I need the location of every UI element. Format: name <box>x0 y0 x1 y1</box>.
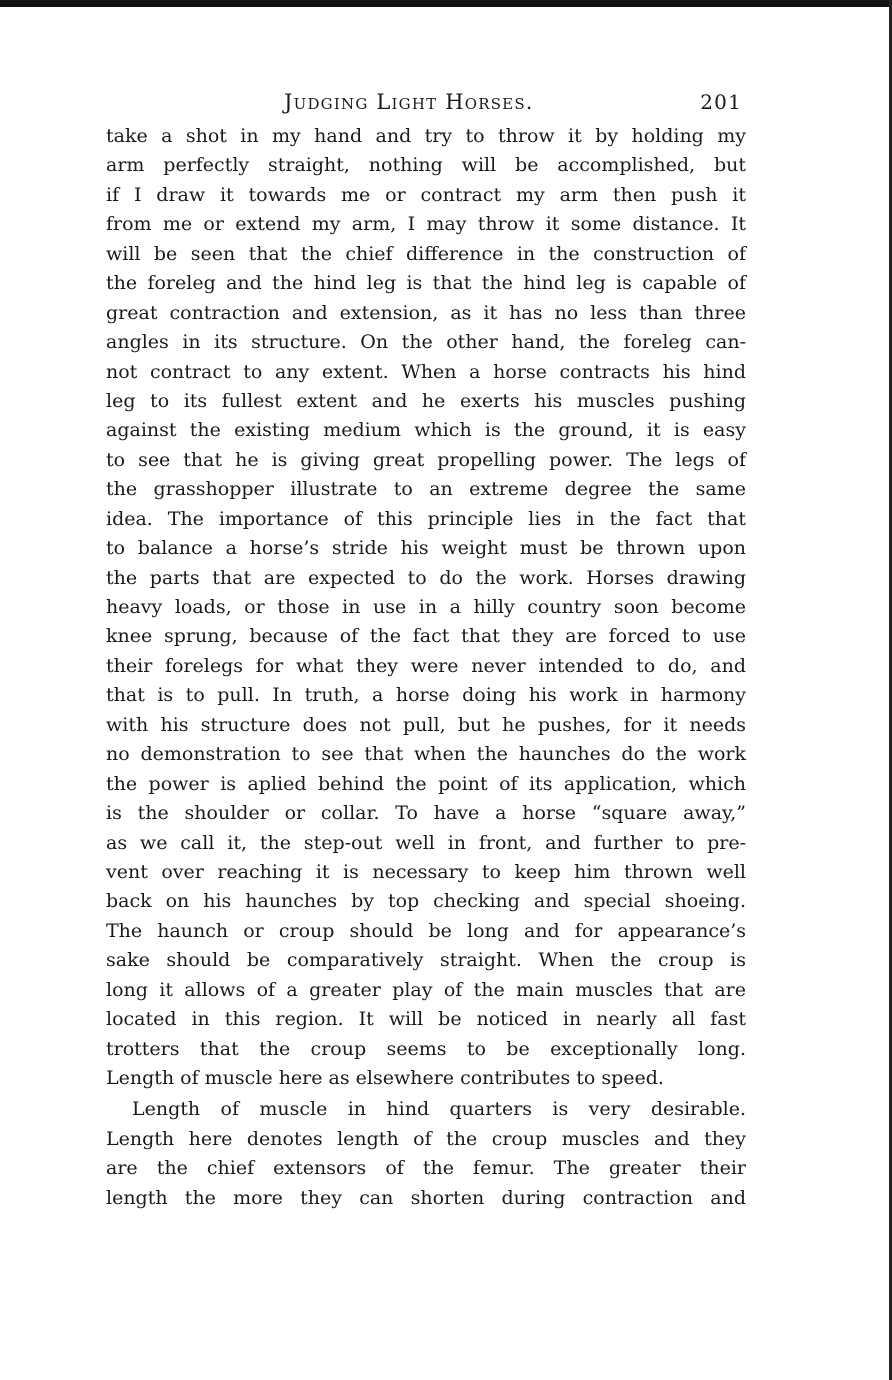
text-line: if I draw it towards me or contract my arm then push it <box>106 183 746 206</box>
text-line: is the shoulder or collar. To have a horse “square away,” <box>106 802 746 825</box>
running-title: Judging Light Horses. <box>284 90 534 114</box>
text-line: idea. The importance of this principle lies in the fact that <box>106 507 746 530</box>
text-line: sake should be comparatively straight. When the croup is <box>106 949 746 972</box>
text-line: Length here denotes length of the croup muscles and they <box>106 1127 746 1150</box>
text-line: take a shot in my hand and try to throw it by holding my <box>106 125 746 147</box>
paragraph-1 <box>106 122 746 1093</box>
text-line: the power is aplied behind the point of its application, which <box>106 772 746 795</box>
text-line: back on his haunches by top checking and special shoeing. <box>106 890 746 913</box>
text-line: the grasshopper illustrate to an extreme degree the same <box>106 478 746 501</box>
text-line: long it allows of a greater play of the main muscles that are <box>106 978 746 1001</box>
text-line: to balance a horse’s stride his weight must be thrown upon <box>106 537 746 560</box>
text-line: heavy loads, or those in use in a hilly country soon become <box>106 596 746 618</box>
text-line: the foreleg and the hind leg is that the hind leg is capable of <box>106 272 746 295</box>
text-line: arm perfectly straight, nothing will be accomplished, but <box>106 154 746 177</box>
text-line: knee sprung, because of the fact that they are forced to use <box>106 625 746 648</box>
text-line: angles in its structure. On the other hand, the foreleg can- <box>106 331 746 354</box>
text-line: the parts that are expected to do the work. Horses drawing <box>106 566 746 589</box>
book-page <box>106 84 746 1213</box>
text-line: length the more they can shorten during contraction and <box>106 1186 746 1209</box>
paragraph-2 <box>106 1095 746 1213</box>
text-line: are the chief extensors of the femur. The greater their <box>106 1157 746 1180</box>
text-line: not contract to any extent. When a horse contracts his hind <box>106 360 746 383</box>
text-line: Length of muscle here as elsewhere contributes to speed. <box>106 1067 664 1089</box>
text-line: to see that he is giving great propelling power. The legs of <box>106 448 746 471</box>
text-line: from me or extend my arm, I may throw it some distance. It <box>106 213 746 236</box>
text-line: trotters that the croup seems to be exceptionally long. <box>106 1037 746 1060</box>
text-line: their forelegs for what they were never intended to do, and <box>106 654 746 677</box>
text-line: great contraction and extension, as it has no less than three <box>106 301 746 324</box>
text-line: vent over reaching it is necessary to keep him thrown well <box>106 860 746 883</box>
text-line: will be seen that the chief difference in the construction of <box>106 242 746 265</box>
text-line: against the existing medium which is the ground, it is easy <box>106 419 746 442</box>
text-line: The haunch or croup should be long and for appearance’s <box>106 919 746 942</box>
page-number: 201 <box>700 90 742 114</box>
text-line: no demonstration to see that when the haunches do the work <box>106 743 746 766</box>
page-top-edge <box>0 0 892 7</box>
text-line: leg to its fullest extent and he exerts his muscles pushing <box>106 389 746 412</box>
text-line: with his structure does not pull, but he pushes, for it needs <box>106 713 746 736</box>
running-header <box>106 84 746 122</box>
text-line: Length of muscle in hind quarters is very desirable. <box>132 1098 746 1121</box>
text-line: as we call it, the step-out well in front, and further to pre- <box>106 831 746 854</box>
text-line: located in this region. It will be noticed in nearly all fast <box>106 1008 746 1031</box>
text-line: that is to pull. In truth, a horse doing his work in harmony <box>106 684 746 707</box>
